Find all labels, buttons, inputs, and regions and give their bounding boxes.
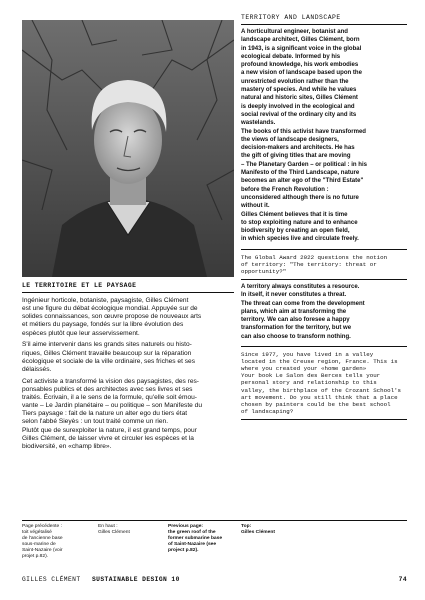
section-heading-territory: TERRITORY AND LANDSCAPE [241, 14, 407, 25]
caption-previous-page: Previous page: the green roof of the former submarine base of Saint-Nazaire (see project p.82). [168, 524, 223, 553]
page-number: 74 [398, 576, 407, 583]
caption-top: Top: Gilles Clément [241, 524, 275, 535]
believes-paragraph: Gilles Clément believes that it is time to stop exploiting nature and to enhance biodiversity by creating an open field, in which species live and circulate freely. [241, 211, 359, 243]
right-column [241, 14, 407, 420]
question-global-award: The Global Award 2022 questions the notion of territory: "The territory: threat or opportunity?" [241, 253, 388, 275]
left-column [22, 282, 234, 455]
caption-en-haut: En haut : Gilles Clément [98, 524, 130, 535]
divider [241, 346, 407, 347]
page-footer [22, 576, 407, 588]
answer-territory: A territory always constitutes a resource. In itself, it never constitutes a threat. The threat can come from the development plans, which aim at transforming the territory. We can also foresee a happy transformation for the territory, but we can also choose to transform nothing. [241, 284, 365, 340]
divider [241, 279, 407, 280]
section-heading-territoire: LE TERRITOIRE ET LE PAYSAGE [22, 282, 234, 293]
question-creuse: Since 1977, you have lived in a valley located in the Creuse region, France. This is where you created your «home garden» Your book Le Salon des Berces tells your personal story and relationship to this valley, the birthplace of the Crozant School's art movement. Do you still think that a place chosen by painters could be the best school of landscaping? [241, 351, 402, 415]
fr-paragraph-2: S'il aime intervenir dans les grands sites naturels ou histo- riques, Gilles Clément travaille beaucoup sur la réparation écologique et sociale de la ville ordinaire, ses friches et ses délaissés. [22, 341, 195, 373]
divider [241, 249, 407, 250]
divider [241, 419, 407, 420]
footer-title: SUSTAINABLE DESIGN 10 [92, 576, 180, 583]
intro-paragraph: A horticultural engineer, botanist and landscape architect, Gilles Clément, born in 1943, is a significant voice in the global ecological debate. Informed by his profound knowledge, his work embodies a new vision of landscape based upon the unrestricted evolution rather than the mastery of species. And while he values natural and historic sites, Gilles Clément is deeply involved in the ecological and social revival of the ordinary city and its wastelands. [241, 29, 362, 127]
caption-page-precedente: Page précédente : toit végétalisé de l'ancienne base sous-marine de Saint-Nazaire (voir projet p.82). [22, 524, 63, 559]
portrait-illustration [22, 20, 234, 277]
fr-paragraph-3: Cet activiste a transformé la vision des paysagistes, des res- ponsables publics et des architectes avec ses livres et ses traités. Écrivain, il a le sens de la formule, qu'elle soit émou- vante – Le Jardin planétaire – ou politique – son Manifeste du Tiers paysage : fait de la nature un alter ego du tiers état selon l'abbé Sieyès : un tout traité comme un rien. Plutôt que de surexploiter la nature, il est grand temps, pour Gilles Clément, de laisser vivre et circuler les espèces et la biodiversité, en «champ libre». [22, 377, 202, 450]
divider [22, 520, 407, 521]
captions [22, 520, 407, 559]
portrait-photo [22, 20, 234, 277]
french-body-text [22, 297, 234, 451]
fr-paragraph-1: Ingénieur horticole, botaniste, paysagiste, Gilles Clément est une figure du débat écologique mondial. Appuyée sur de solides connaissances, son œuvre propose de nouveaux arts et métiers du paysage, fondés sur la libre évolution des espèces plutôt que leur asservissement. [22, 297, 202, 337]
footer-author: GILLES CLÉMENT [22, 576, 81, 583]
books-paragraph: The books of this activist have transformed the views of landscape designers, decision-makers and architects. He has the gift of giving titles that are moving – The Planetary Garden – or political : in his Manifesto of the Third Landscape, nature becomes an alter ego of the "Third Estate" before the French Revolution : unconsidered although there is no future without it. [241, 128, 368, 210]
